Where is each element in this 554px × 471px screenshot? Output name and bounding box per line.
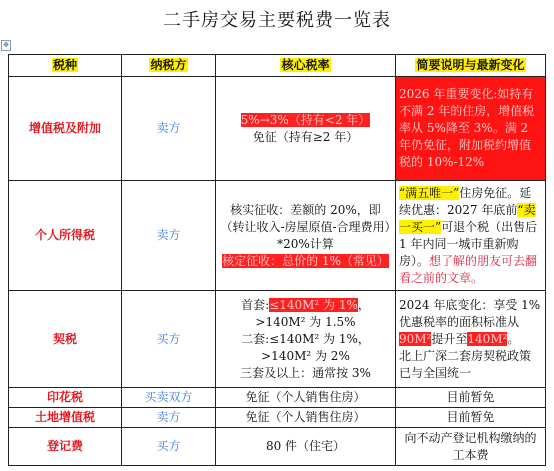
table-row xyxy=(9,408,546,428)
tax-table xyxy=(8,54,546,466)
desc-stamp: 目前暂免 xyxy=(396,388,546,408)
payer-land: 卖方 xyxy=(122,408,216,428)
payer-reg: 买方 xyxy=(122,428,216,466)
desc-reg: 向不动产登记机构缴纳的工本费 xyxy=(396,428,546,466)
rate-vat xyxy=(216,77,396,181)
rate-stamp: 免征（个人销售住房） xyxy=(216,388,396,408)
payer-vat: 卖方 xyxy=(122,77,216,181)
page-title: 二手房交易主要税费一览表 xyxy=(163,10,391,31)
payer-income: 卖方 xyxy=(122,181,216,291)
rate-vat-line2: 免征（持有≥2 年） xyxy=(252,129,359,144)
desc-income-note: 想了解的朋友可去翻看之前的文章。 xyxy=(399,253,538,285)
payer-deed: 买方 xyxy=(122,291,216,388)
rate-deed: 首套:≤140M² 为 1%，>140M² 为 1.5% 二套:≤140M² 为 1%，>140M² 为 2% 三套及以上：通常按 3% xyxy=(216,291,396,388)
rate-income-line2: 核定征收：总价的 1%（常见） xyxy=(222,253,389,268)
rate-reg: 80 件（住宅） xyxy=(216,428,396,466)
desc-income: “满五唯一”住房免征。延续优惠：2027 年底前“卖一买一”可退个税（出售后 1 年内同一城市重新购房）。想了解的朋友可去翻看之前的文章。 xyxy=(396,181,546,291)
header-row xyxy=(9,55,546,77)
desc-deed: 2024 年底变化：享受 1%优惠税率的面积标准从90M²提升至140M²。 北上广深二套房契税政策已与全国统一 xyxy=(396,291,546,388)
rate-income-line1: 核实征收：差额的 20%，即（转让收入-房屋原值-合理费用）*20%计算 xyxy=(220,202,391,251)
rate-vat-line1: 5%→3%（持有<2 年） xyxy=(240,112,371,127)
rate-income xyxy=(216,181,396,291)
table-row xyxy=(9,428,546,466)
tax-name-deed: 契税 xyxy=(9,291,122,388)
table-row xyxy=(9,388,546,408)
header-rate: 核心税率 xyxy=(216,55,396,77)
header-tax-type: 税种 xyxy=(9,55,122,77)
header-payer: 纳税方 xyxy=(122,55,216,77)
tax-name-reg: 登记费 xyxy=(9,428,122,466)
desc-land: 目前暂免 xyxy=(396,408,546,428)
rate-land: 免征（个人销售住房） xyxy=(216,408,396,428)
header-desc: 简要说明与最新变化 xyxy=(396,55,546,77)
table-row xyxy=(9,291,546,388)
table-row xyxy=(9,181,546,291)
table-row xyxy=(9,77,546,181)
tax-name-land: 土地增值税 xyxy=(9,408,122,428)
payer-stamp: 买卖双方 xyxy=(122,388,216,408)
tax-name-vat: 增值税及附加 xyxy=(9,77,122,181)
desc-vat: 2026 年重要变化:如持有不满 2 年的住房，增值税率从 5%降至 3%。满 2 年仍免征，附加税约增值税的 10%-12% xyxy=(396,77,546,181)
tax-name-stamp: 印花税 xyxy=(9,388,122,408)
table-move-handle-icon[interactable]: ✥ xyxy=(1,40,11,51)
tax-name-income: 个人所得税 xyxy=(9,181,122,291)
